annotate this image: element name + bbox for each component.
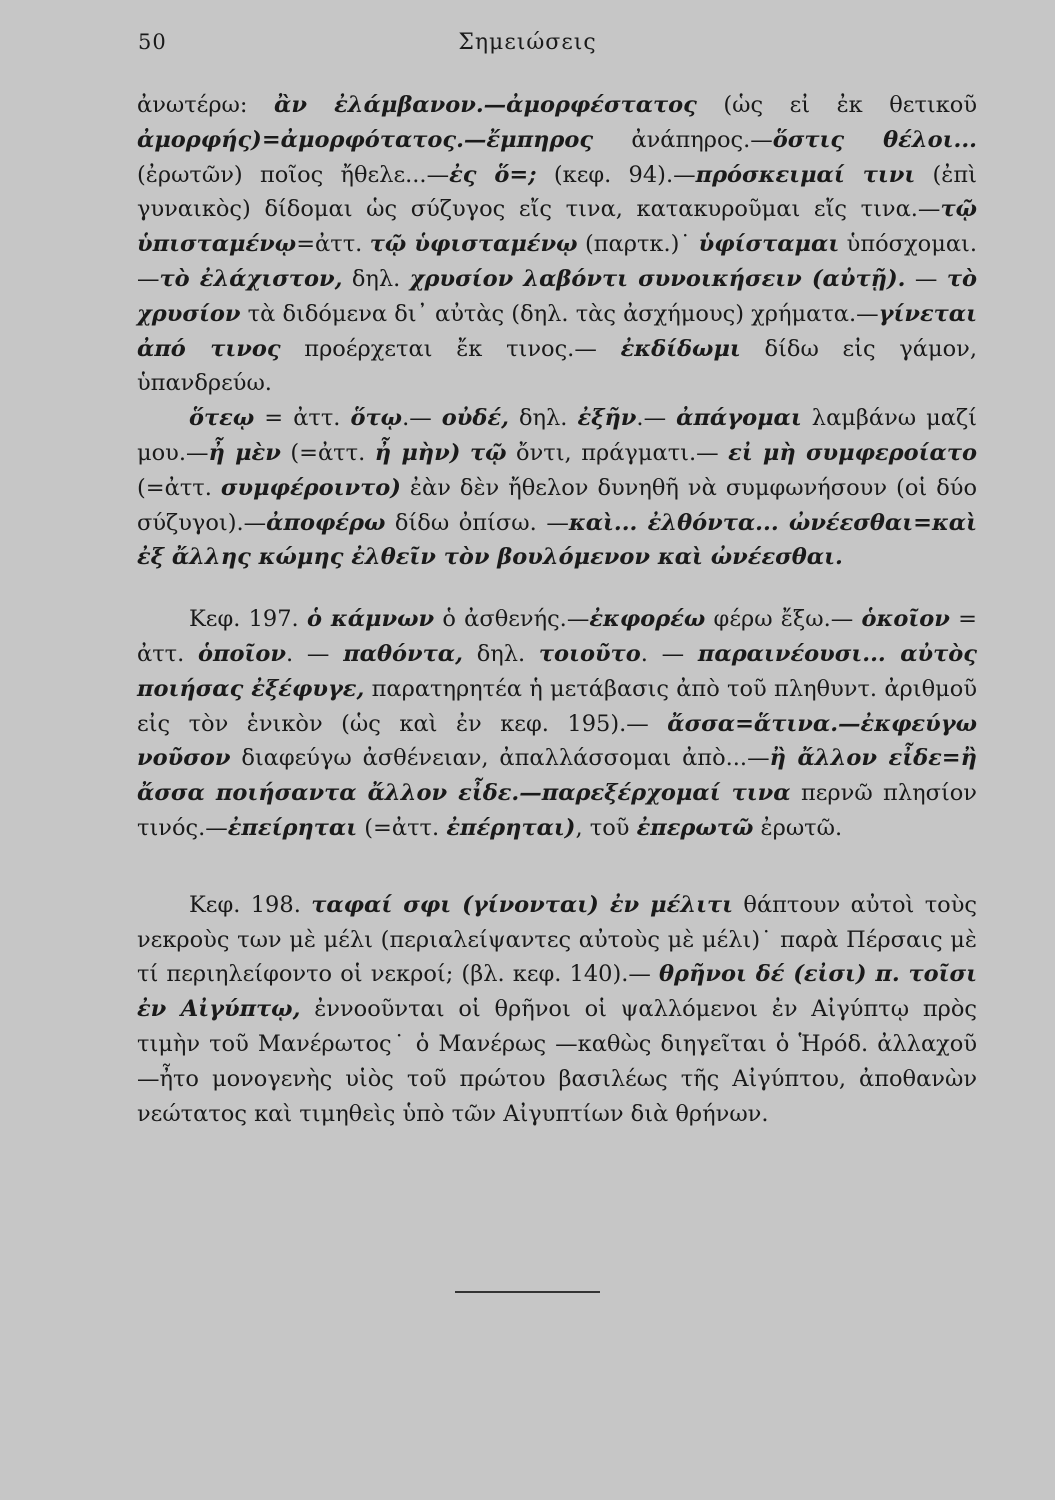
headword: ἐπερωτῶ [636, 814, 754, 841]
note-paragraph [137, 88, 977, 401]
headword: ἢ ἄλλον εἶδε=ἢ ἄσσα ποιήσαντα ἄλλον εἶδε.—παρεξέρχομαί τινα [137, 745, 977, 807]
headword: παραινέουσι... αὐτὸς ποιήσας ἐξέφυγε, [137, 640, 977, 702]
gloss-text: ἀνωτέρω: [137, 92, 274, 118]
headword: ἐκφορέω [589, 606, 706, 633]
headword: τῷ ὑφισταμένῳ [369, 231, 578, 258]
gloss-text: ἐννοοῦνται οἱ θρῆνοι οἱ ψαλλόμενοι ἐν Αἰγύπτῳ πρὸς τιμὴν τοῦ Μανέρωτος˙ ὁ Μανέρως —καθὼς διηγεῖται ὁ Ἡρόδ. ἀλλαχοῦ—ἦτο μονογενὴς υἱὸς τοῦ πρώτου βασιλέως τῆς Αἰγύπτου, ἀποθανὼν νεώτατος καὶ τιμηθεὶς ὑπὸ τῶν Αἰγυπτίων διὰ θρήνων. [137, 996, 977, 1127]
gloss-text: ὁ ἀσθενής.— [434, 606, 590, 633]
gloss-text: ἐρωτῶ. [753, 814, 843, 841]
headword: τῷ [469, 439, 507, 466]
note-paragraph [137, 401, 977, 575]
gloss-text: , τοῦ [575, 814, 637, 841]
headword: παθόντα, [343, 640, 463, 667]
notes-body [137, 88, 977, 1131]
headword: πρόσκειμαί τινι [695, 161, 916, 188]
gloss-text: (κεφ. 94).— [536, 161, 696, 188]
section-rule [455, 1291, 600, 1293]
gloss-text: = ἀττ. [254, 405, 351, 432]
gloss-text: = ἀττ. [137, 606, 977, 667]
gloss-text: δίδω ὀπίσω. — [385, 509, 569, 536]
gloss-text: δίδω εἰς γάμον, ὑπανδρεύω. [137, 335, 977, 397]
gloss-text: — [905, 265, 947, 292]
headword: ὁποῖον [198, 640, 287, 667]
headword: ὁκοῖον [861, 606, 950, 633]
headword: καὶ... ἐλθόντα... ὠνέεσθαι=καὶ ἐξ ἄλλης κώμης ἐλθεῖν τὸν βουλόμενον καὶ ὠνέεσθαι. [137, 509, 978, 571]
gloss-text: περνῶ πλησίον τινός.— [137, 780, 977, 841]
gloss-text: δηλ. [342, 265, 410, 292]
gloss-text: (=ἀττ. [280, 439, 375, 466]
gloss-text: .— [402, 405, 442, 432]
gloss-text: (=ἀττ. [137, 474, 221, 501]
gloss-text: =ἀττ. [296, 231, 370, 258]
gloss-text: (παρτκ.)˙ [577, 231, 699, 258]
headword: χρυσίον λαβόντι συνοικήσειν (αὐτῇ). [409, 265, 906, 292]
gloss-text: ἐὰν δὲν ἤθελον δυνηθῆ νὰ συμφωνήσουν (οἱ δύο σύζυγοι).— [137, 474, 977, 536]
gloss-text: (ἐρωτῶν) ποῖος ἤθελε...— [137, 161, 450, 188]
gloss-text: ὄντι, πράγματι.— [506, 439, 729, 466]
gloss-text: λαμβάνω μαζί μου.— [137, 405, 977, 466]
note-paragraph [137, 888, 977, 1132]
gloss-text: ἀνάπηρος.— [593, 126, 773, 153]
gloss-text: παρατηρητέα ἡ μετάβασις ἀπὸ τοῦ πληθυντ. ἀριθμοῦ εἰς τὸν ἑνικὸν (ὡς καὶ ἐν κεφ. 195).— [137, 675, 977, 737]
headword: ὑφίσταμαι [698, 231, 840, 258]
headword: =ἀμορφότατος.—ἔμπηρος [261, 126, 594, 153]
headword: εἰ μὴ συμφεροίατο [728, 439, 977, 466]
gloss-text: θάπτουν αὐτοὶ τοὺς νεκροὺς των μὲ μέλι (περιαλείψαντες αὐτοὺς μὲ μέλι)˙ παρὰ Πέρσαις μὲ τί περιηλείφοντο οἱ νεκροί; (βλ. κεφ. 140).— [137, 891, 977, 988]
headword: τὸ ἐλάχιστον, [159, 265, 343, 292]
headword: ἐκδίδωμι [620, 335, 741, 362]
headword: τὸ χρυσίον [137, 265, 977, 327]
headword: ὅτῳ [350, 405, 403, 432]
headword: ἀμορφής) [137, 126, 262, 153]
gloss-text: προέρχεται ἔκ τινος.— [280, 335, 621, 362]
headword: ἐξῆν [577, 405, 637, 432]
headword: θρῆνοι δέ (εἰσι) π. τοῖσι ἐν Αἰγύπτῳ, [137, 961, 977, 1023]
gloss-text: . — [640, 640, 698, 667]
headword: οὐδέ, [441, 405, 509, 432]
gloss-text: (ἐπὶ γυναικὸς) δίδομαι ὡς σύζυγος εἴς τινα, κατακυροῦμαι εἴς τινα.— [137, 161, 977, 223]
headword: τοιοῦτο [538, 640, 641, 667]
gloss-text: δηλ. [462, 640, 539, 667]
headword: γίνεται ἀπό τινος [137, 300, 977, 362]
headword: ὅτεῳ [189, 405, 255, 432]
gloss-text: φέρω ἔξω.— [705, 606, 862, 633]
note-paragraph [137, 602, 977, 846]
gloss-text: .— [636, 405, 677, 432]
gloss-text: . — [286, 640, 344, 667]
headword: ἀποφέρω [266, 509, 386, 536]
page-number: 50 [138, 30, 167, 54]
gloss-text: διαφεύγω ἀσθένειαν, ἀπαλλάσσομαι ἀπὸ...— [230, 745, 770, 772]
headword: ἀπάγομαι [676, 405, 802, 432]
headword: ἂν ἐλάμβανον.—ἀμορφέστατος [274, 92, 697, 118]
gloss-text: (=ἀττ. [357, 814, 447, 841]
gloss-text: ὑπόσχομαι.— [137, 231, 977, 292]
headword: ἐπέρηται) [446, 814, 576, 841]
headword: ὅστις θέλοι... [772, 126, 978, 153]
gloss-text: τὰ διδόμενα δι᾿ αὐτὰς (δηλ. τὰς ἀσχήμους) χρήματα.— [240, 300, 879, 327]
gloss-text: Κεφ. 197. [189, 606, 307, 633]
gloss-text: δηλ. [508, 405, 578, 432]
headword: ἐς ὅ=; [449, 161, 537, 188]
headword: συμφέροιντο) [220, 474, 401, 501]
running-head: Σημειώσεις [458, 30, 597, 55]
headword: ἦ μὴν) [374, 439, 461, 466]
gloss-text: Κεφ. 198. [189, 891, 312, 918]
headword: ἐπείρηται [227, 814, 358, 841]
headword: τῷ ὑπισταμένῳ [137, 196, 977, 258]
headword: ὁ κάμνων [306, 606, 435, 633]
gloss-text: (ὡς εἰ ἐκ θετικοῦ [696, 92, 977, 118]
headword: ἦ μὲν [208, 439, 281, 466]
gloss-text [460, 440, 470, 466]
headword: ἄσσα=ἅτινα.—ἐκφεύγω νοῦσον [137, 710, 977, 772]
headword: ταφαί σφι (γίνονται) ἐν μέλιτι [311, 891, 734, 918]
